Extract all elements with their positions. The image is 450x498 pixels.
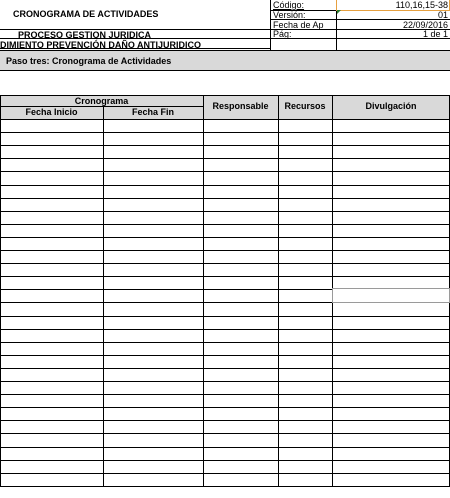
section-band	[0, 51, 450, 71]
table-row	[0, 211, 450, 212]
table-row	[0, 433, 450, 434]
table-row	[0, 368, 450, 369]
table-row	[0, 263, 450, 264]
column-header-recursos: Recursos	[284, 101, 326, 111]
table-border	[0, 95, 450, 96]
column-header-fecha-inicio: Fecha Inicio	[25, 107, 78, 117]
table-row	[0, 145, 450, 146]
table-column-divider	[278, 95, 279, 487]
table-row	[0, 407, 450, 408]
table-row	[0, 486, 450, 487]
code-value: 110,16,15-38	[395, 0, 448, 10]
table-row	[0, 355, 450, 356]
table-row	[0, 250, 450, 251]
page-label: Pág:	[273, 29, 292, 39]
page-value: 1 de 1	[422, 29, 448, 39]
table-row	[0, 185, 450, 186]
column-header-fecha-fin: Fecha Fin	[131, 107, 174, 117]
version-label: Versión:	[273, 10, 306, 20]
procedure-name: DIMIENTO PREVENCIÓN DAÑO ANTIJURIDICO	[0, 40, 202, 50]
table-column-divider	[203, 95, 204, 487]
table-row	[0, 224, 450, 225]
table-row	[0, 394, 450, 395]
table-row	[0, 420, 450, 421]
table-row	[0, 198, 450, 199]
column-header-divulgacion: Divulgación	[365, 101, 417, 111]
column-header-responsable: Responsable	[212, 101, 269, 111]
table-column-divider	[103, 106, 104, 487]
approval-date-label: Fecha de Ap	[273, 20, 324, 30]
table-row	[0, 342, 450, 343]
table-row	[0, 329, 450, 330]
table-row	[0, 460, 450, 461]
selected-cell[interactable]	[332, 288, 450, 303]
table-row	[0, 316, 450, 317]
table-row	[0, 447, 450, 448]
header-divider	[270, 0, 271, 51]
table-column-divider	[0, 95, 1, 487]
table-row	[0, 171, 450, 172]
table-row	[0, 276, 450, 277]
process-name: PROCESO GESTION JURIDICA	[18, 30, 152, 40]
table-row	[0, 158, 450, 159]
table-row	[0, 237, 450, 238]
cronograma-group-header: Cronograma	[74, 96, 129, 106]
table-row	[0, 132, 450, 133]
document-title: CRONOGRAMA DE ACTIVIDADES	[13, 9, 159, 19]
table-row	[0, 473, 450, 474]
section-title: Paso tres: Cronograma de Actividades	[6, 56, 172, 66]
table-border	[0, 119, 450, 120]
table-row	[0, 381, 450, 382]
comment-marker-icon	[337, 10, 341, 14]
approval-date-value: 22/09/2016	[402, 20, 448, 30]
version-value: 01	[437, 10, 448, 20]
code-label: Código:	[273, 0, 305, 10]
